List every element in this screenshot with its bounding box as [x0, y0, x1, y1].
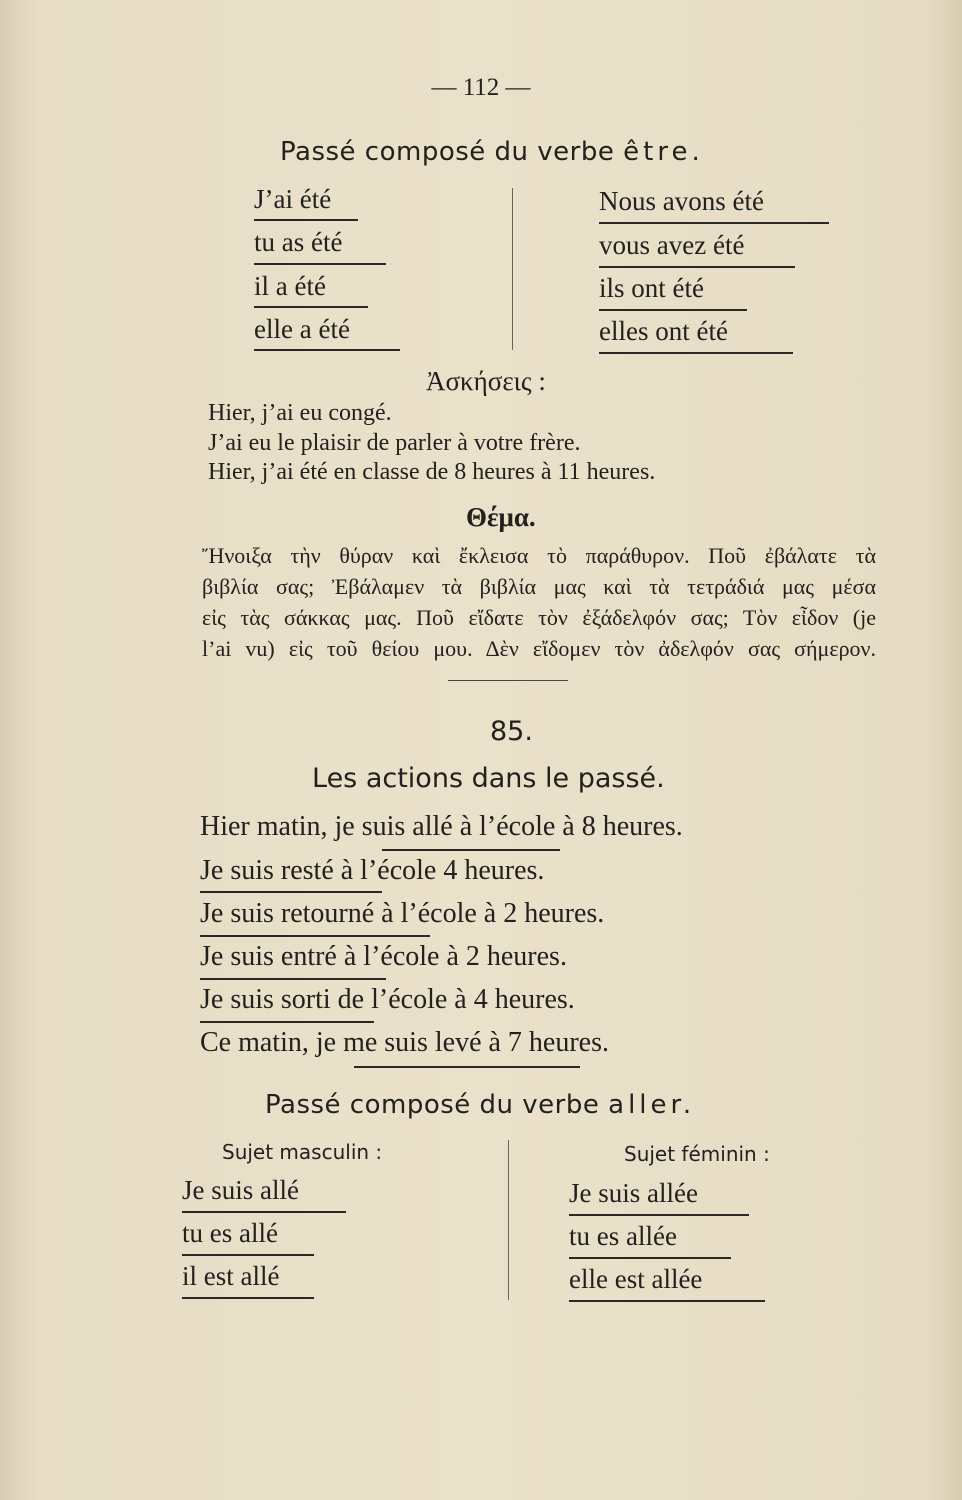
- theme-line-4: l’ai vu) εἰς τοῦ θείου μου. Δὲν εἴδομεν τὸν ἀδελφόν σας σήμερον.: [202, 636, 876, 661]
- underline: [254, 263, 386, 265]
- lesson-title: Les actions dans le passé.: [312, 763, 665, 794]
- aller-masc-3: il est allé: [182, 1261, 280, 1291]
- underline: [254, 306, 368, 308]
- underline: [200, 978, 386, 980]
- column-divider: [508, 1140, 509, 1300]
- underline: [599, 309, 747, 311]
- action-line-6: Ce matin, je me suis levé à 7 heures.: [200, 1027, 609, 1058]
- action-line-1: Hier matin, je suis allé à l’école à 8 heures.: [200, 811, 683, 842]
- underline: [254, 349, 400, 351]
- exercise-line-1: Hier, j’ai eu congé.: [208, 400, 392, 426]
- exercises-title: Ἀσκήσεις :: [426, 366, 546, 396]
- underline: [569, 1214, 749, 1216]
- underline: [200, 935, 430, 937]
- underline: [254, 219, 358, 221]
- feminine-column-heading: Sujet féminin :: [624, 1142, 770, 1166]
- lesson-number: 85.: [490, 716, 533, 747]
- underline: [182, 1254, 314, 1256]
- underline: [599, 266, 795, 268]
- etre-right-2: vous avez été: [599, 230, 745, 260]
- aller-heading-text: Passé composé du verbe: [265, 1090, 600, 1120]
- etre-heading-text: Passé composé du verbe: [280, 137, 615, 167]
- etre-heading: [280, 137, 704, 167]
- etre-right-3: ils ont été: [599, 273, 704, 303]
- underline: [182, 1297, 314, 1299]
- page-number: — 112 —: [431, 74, 531, 101]
- etre-left-2: tu as été: [254, 227, 343, 257]
- column-divider: [512, 188, 513, 350]
- exercise-line-3: Hier, j’ai été en classe de 8 heures à 11 heures.: [208, 459, 656, 485]
- masculine-column-heading: Sujet masculin :: [222, 1140, 383, 1164]
- aller-masc-2: tu es allé: [182, 1218, 278, 1248]
- action-line-3: Je suis retourné à l’école à 2 heures.: [200, 898, 605, 929]
- etre-right-4: elles ont été: [599, 316, 728, 346]
- underline: [569, 1257, 731, 1259]
- theme-line-1: Ἤνοιξα τὴν θύραν καὶ ἔκλεισα τὸ παράθυρον. Ποῦ ἐβάλατε τὰ: [202, 543, 876, 568]
- aller-heading: [265, 1090, 695, 1120]
- underline: [599, 222, 829, 224]
- exercise-line-2: J’ai eu le plaisir de parler à votre frère.: [208, 430, 581, 456]
- etre-left-4: elle a été: [254, 314, 350, 344]
- underline: [200, 891, 382, 893]
- action-line-5: Je suis sorti de l’école à 4 heures.: [200, 984, 575, 1015]
- theme-title: Θέμα.: [466, 502, 536, 532]
- underline: [182, 1211, 346, 1213]
- section-separator: [448, 680, 568, 681]
- etre-left-3: il a été: [254, 271, 326, 301]
- underline: [354, 1066, 580, 1068]
- aller-heading-verb: aller.: [608, 1090, 696, 1120]
- theme-line-3: εἰς τὰς σάκκας μας. Ποῦ εἴδατε τὸν ἐξάδελφόν σας; Τὸν εἶδον (je: [202, 605, 876, 630]
- aller-fem-1: Je suis allée: [569, 1178, 698, 1208]
- aller-fem-3: elle est allée: [569, 1264, 703, 1294]
- action-line-2: Je suis resté à l’école 4 heures.: [200, 855, 545, 886]
- theme-paragraph: [202, 540, 876, 664]
- underline: [599, 352, 793, 354]
- theme-line-2: βιβλία σας; Ἐβάλαμεν τὰ βιβλία μας καὶ τὰ τετράδιά μας μέσα: [202, 574, 876, 599]
- aller-fem-2: tu es allée: [569, 1221, 677, 1251]
- underline: [200, 1021, 374, 1023]
- underline: [382, 849, 560, 851]
- etre-heading-verb: être.: [623, 137, 704, 167]
- etre-left-1: J’ai été: [254, 184, 332, 214]
- etre-right-1: Nous avons été: [599, 186, 764, 216]
- aller-masc-1: Je suis allé: [182, 1175, 299, 1205]
- underline: [569, 1300, 765, 1302]
- action-line-4: Je suis entré à l’école à 2 heures.: [200, 941, 567, 972]
